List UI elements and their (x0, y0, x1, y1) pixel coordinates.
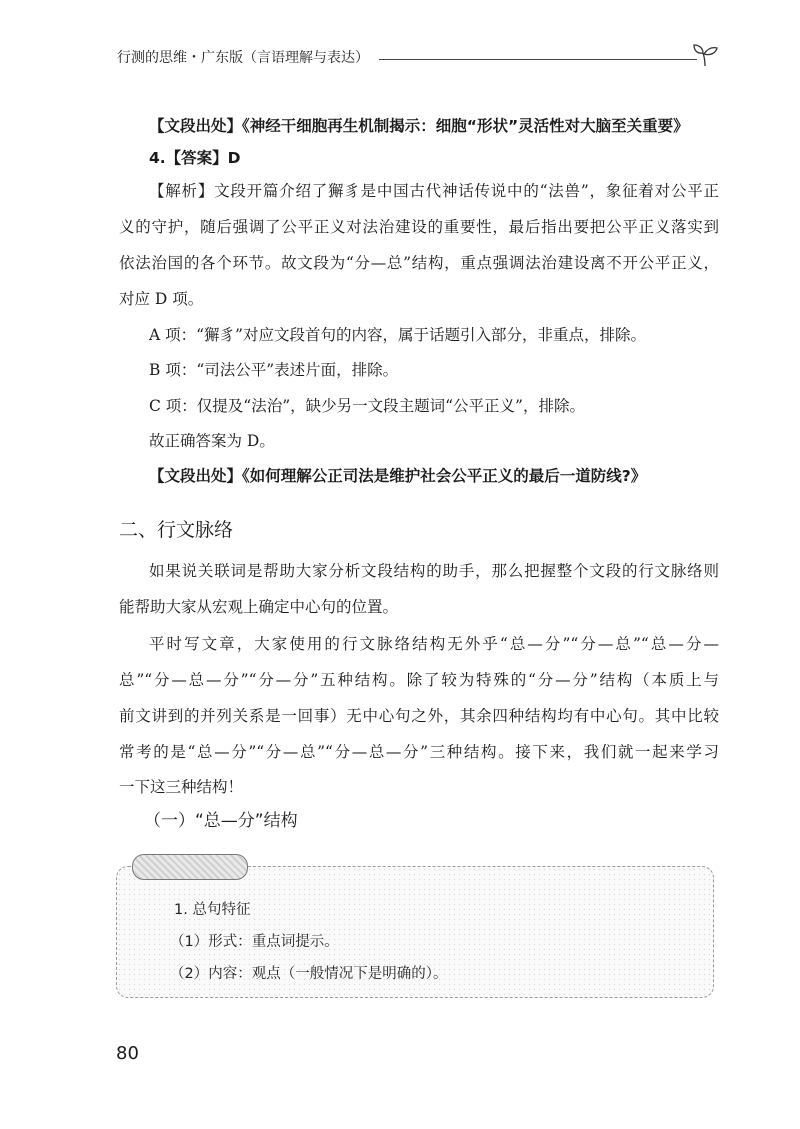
source-line-2: 【文段出处】《如何理解公正司法是维护社会公平正义的最后一道防线?》 (149, 467, 647, 485)
subsection-title: （一）“总—分”结构 (144, 811, 298, 831)
conclusion-line: 故正确答案为 D。 (149, 432, 275, 450)
option-a-line: A 项：“獬豸”对应文段首句的内容，属于话题引入部分，非重点，排除。 (149, 326, 646, 344)
box-line-3: （2）内容：观点（一般情况下是明确的）。 (170, 966, 448, 982)
analysis-line-3: 依法治国的各个环节。故文段为“分—总”结构，重点强调法治建设离不开公平正义， (119, 254, 719, 272)
option-b-line: B 项：“司法公平”表述片面，排除。 (149, 361, 399, 379)
source-line-1: 【文段出处】《神经干细胞再生机制揭示：细胞“形状”灵活性对大脑至关重要》 (149, 117, 689, 135)
analysis-line-2: 义的守护，随后强调了公平正义对法治建设的重要性，最后指出要把公平正义落实到 (119, 218, 719, 236)
answer-line: 4.【答案】D (149, 149, 241, 167)
box-line-2: （1）形式：重点词提示。 (170, 934, 339, 950)
box-line-1: 1. 总句特征 (174, 902, 251, 918)
running-header (117, 44, 717, 70)
body-line-3: 前文讲到的并列关系是一回事）无中心句之外，其余四种结构均有中心句。其中比较 (119, 707, 719, 725)
sprout-icon (691, 42, 719, 68)
section-title: 二、行文脉络 (119, 519, 234, 541)
header-rule (379, 59, 697, 60)
body-line-4: 常考的是“总—分”“分—总”“分—总—分”三种结构。接下来，我们就一起来学习 (119, 743, 719, 761)
body-line-5: 一下这三种结构！ (119, 778, 244, 796)
analysis-line-4: 对应 D 项。 (119, 290, 204, 308)
body-line-2: 总”“分—总—分”“分—分”五种结构。除了较为特殊的“分—分”结构（本质上与 (119, 671, 719, 689)
page-number: 80 (116, 1043, 139, 1064)
option-c-line: C 项：仅提及“法治”，缺少另一文段主题词“公平正义”，排除。 (149, 397, 585, 415)
analysis-line-1: 【解析】文段开篇介绍了獬豸是中国古代神话传说中的“法兽”，象征着对公平正 (149, 182, 719, 200)
intro-line-2: 能帮助大家从宏观上确定中心句的位置。 (119, 598, 399, 616)
box-tag-badge (132, 854, 248, 880)
intro-line-1: 如果说关联词是帮助大家分析文段结构的助手，那么把握整个文段的行文脉络则 (149, 562, 719, 580)
body-line-1: 平时写文章，大家使用的行文脉络结构无外乎“总—分”“分—总”“总—分— (149, 635, 719, 653)
header-title: 行测的思维・广东版（言语理解与表达） (117, 50, 369, 66)
